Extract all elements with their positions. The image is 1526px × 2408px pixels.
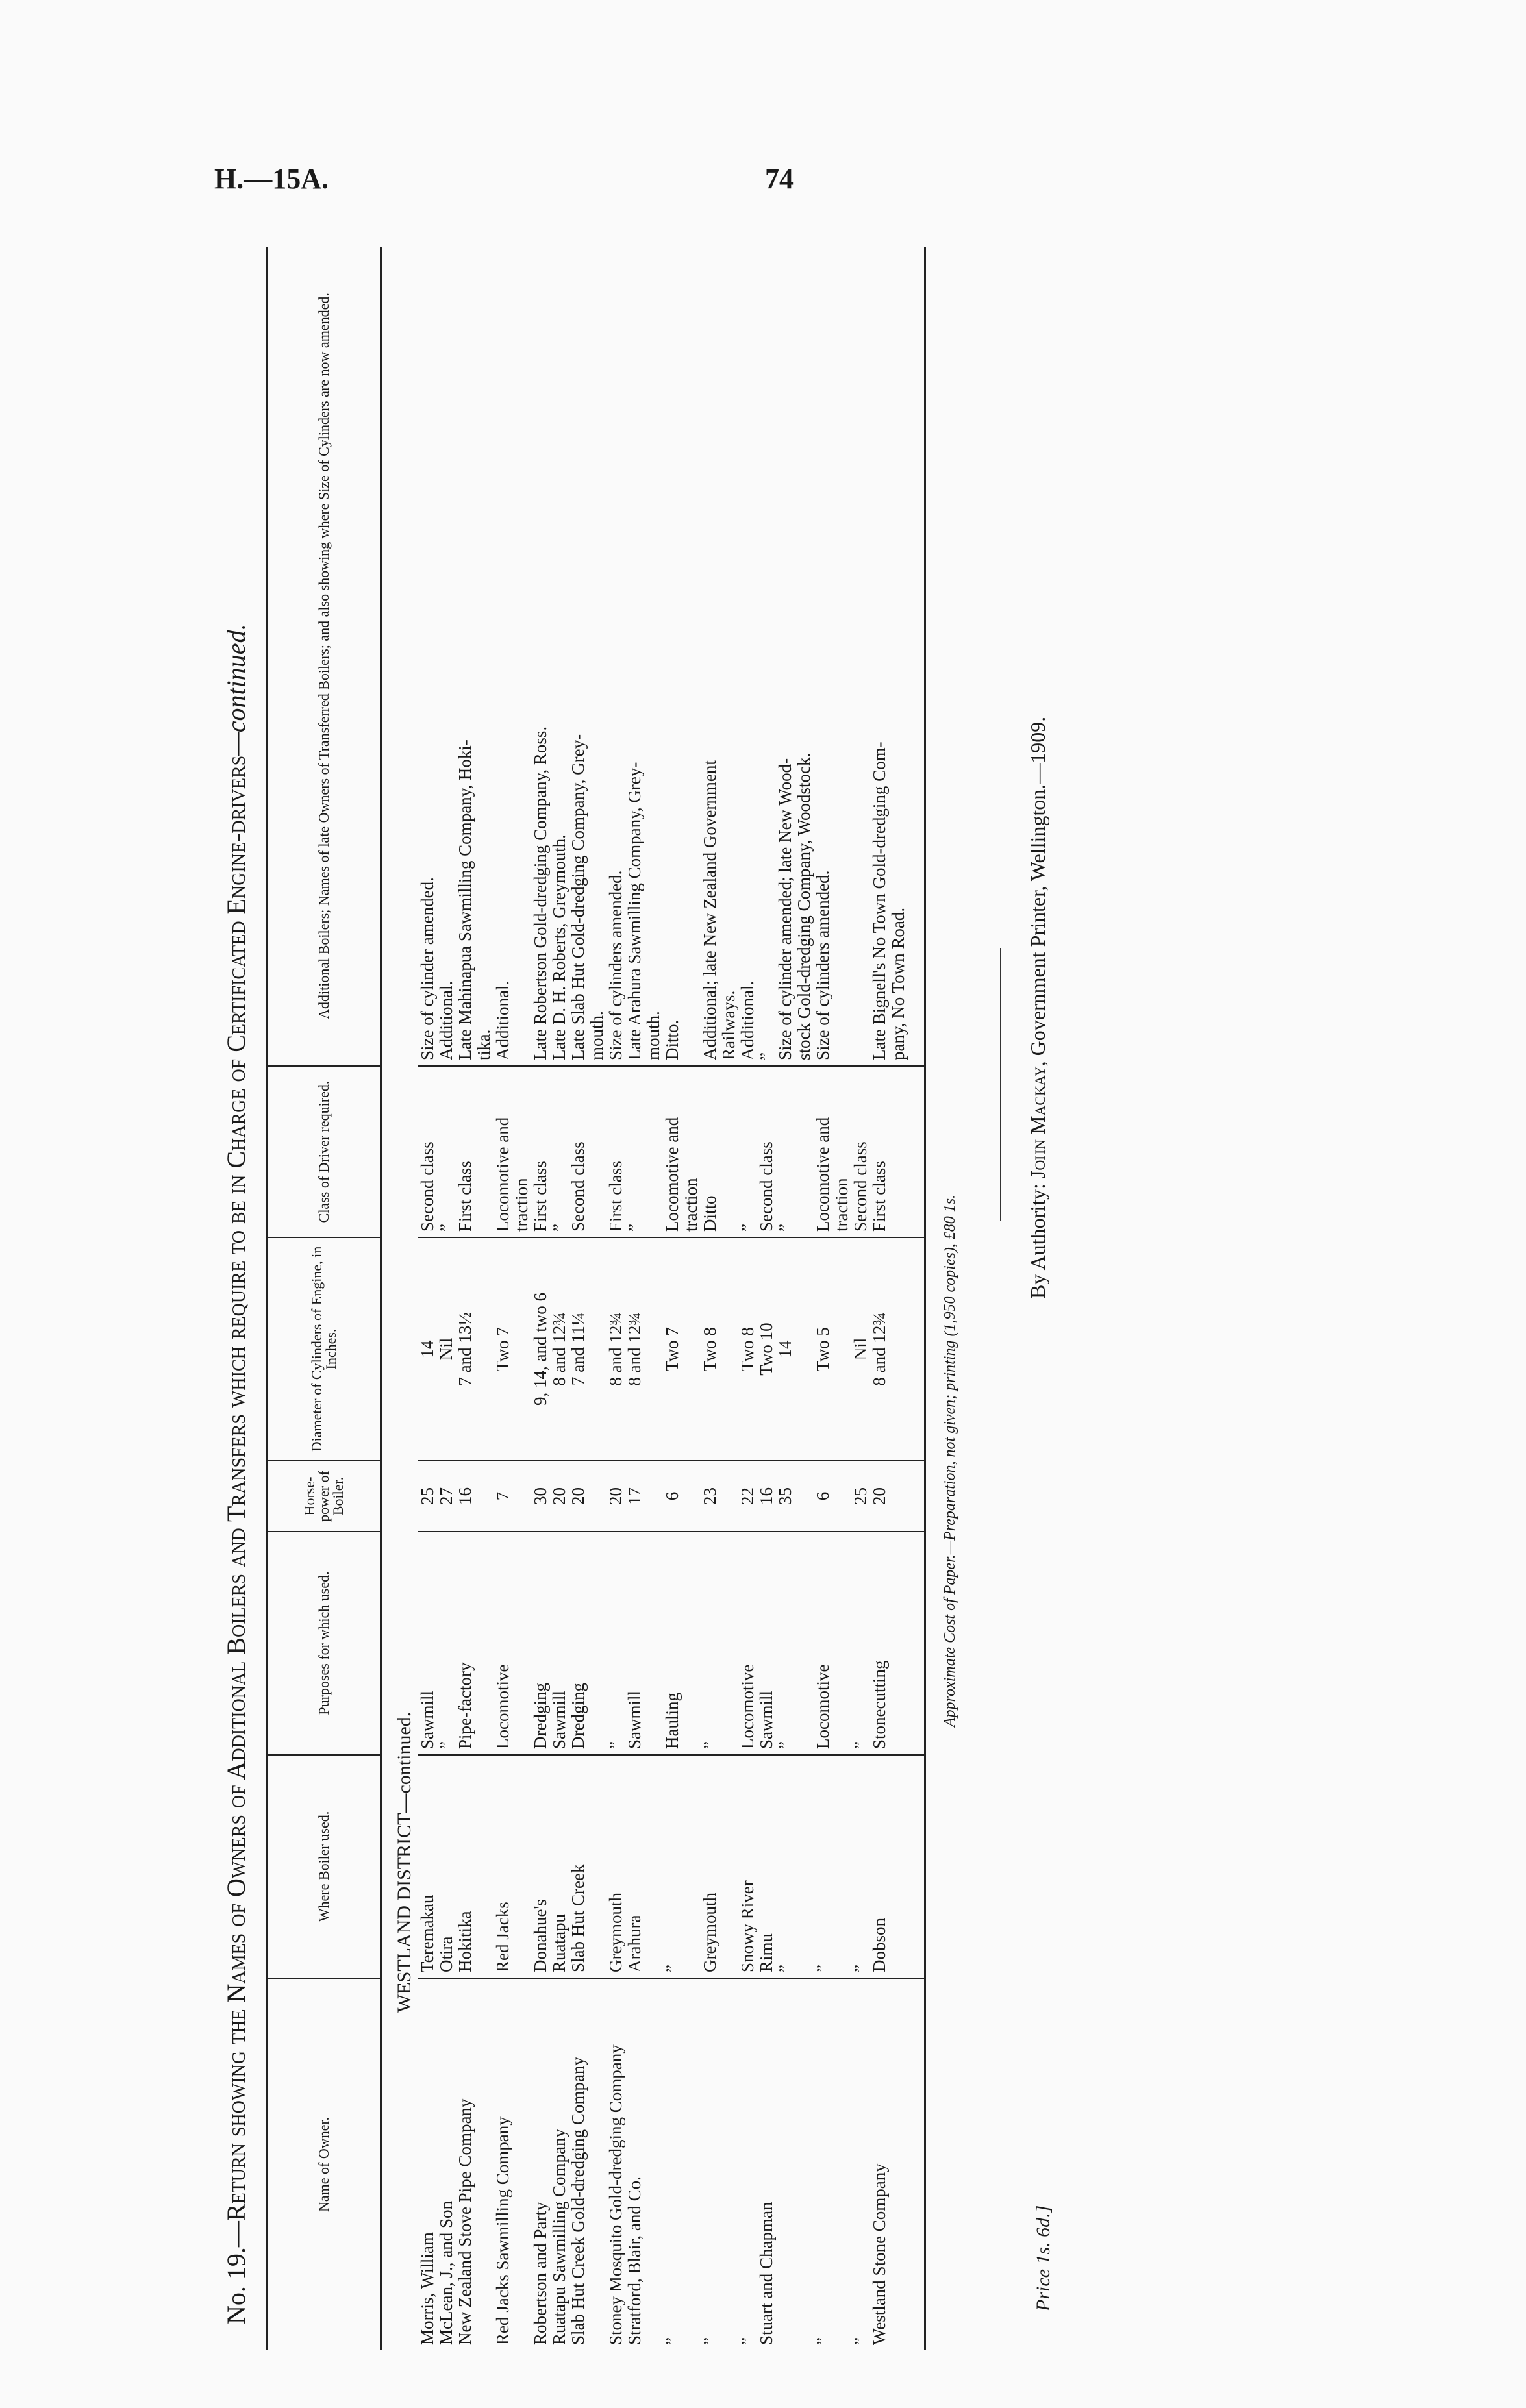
cell-notes: Late Arahura Sawmilling Company, Grey- (625, 247, 644, 1066)
cell-driver: Second class (851, 1066, 870, 1237)
cell-hp (832, 1461, 851, 1532)
col-driver: Class of Driver required. (268, 1066, 381, 1237)
cell-owner: Westland Stone Company (869, 2163, 889, 2345)
cell-owner (832, 1978, 851, 2350)
cell-owner: Slab Hut Creek Gold-dredging Company (568, 2057, 588, 2345)
cell-hp (719, 1461, 738, 1532)
cell-notes: Size of cylinders amended. (607, 247, 625, 1066)
cell-purpose: Sawmill (418, 1532, 437, 1755)
cell-hp: 20 (569, 1461, 588, 1532)
cell-hp (588, 1461, 607, 1532)
cell-owner (475, 1978, 494, 2350)
cell-purpose: ” (437, 1532, 456, 1755)
cell-hp (889, 1461, 925, 1532)
cell-driver: First class (870, 1066, 889, 1237)
cell-hp: 16 (456, 1461, 475, 1532)
cost-footnote: Approximate Cost of Paper.—Preparation, not given; printing (1,950 copies), £80 1s. (942, 1194, 958, 1727)
cell-diameter: 7 and 13½ (456, 1237, 475, 1461)
cell-diameter (682, 1237, 701, 1461)
cell-where: ” (851, 1755, 870, 1978)
cell-driver (719, 1066, 738, 1237)
cell-notes: ” (757, 247, 776, 1066)
cell-where: Slab Hut Creek (569, 1755, 588, 1978)
divider (1000, 948, 1001, 1221)
cell-diameter: Two 8 (738, 1237, 757, 1461)
table-row (418, 247, 437, 2350)
col-where: Where Boiler used. (268, 1755, 381, 1978)
cell-hp: 17 (625, 1461, 644, 1532)
cell-owner: ” (851, 2337, 870, 2345)
title-suffix: —continued. (221, 623, 251, 756)
cell-where (889, 1755, 925, 1978)
boilers-table (266, 247, 926, 2350)
cell-driver: ” (625, 1066, 644, 1237)
cell-driver: Locomotive and (663, 1066, 682, 1237)
cell-owner (512, 1978, 531, 2350)
cell-owner: Ruatapu Sawmilling Company (549, 2129, 569, 2345)
cell-driver: ” (738, 1066, 757, 1237)
cell-where (682, 1755, 701, 1978)
cell-owner: Stoney Mosquito Gold-dredging Company (606, 2044, 625, 2345)
cell-purpose: Locomotive (494, 1532, 512, 1755)
cell-owner: ” (662, 2337, 682, 2345)
cell-where: Red Jacks (494, 1755, 512, 1978)
table-row (456, 247, 475, 2350)
cell-notes: Late D. H. Roberts, Greymouth. (550, 247, 569, 1066)
cell-hp (512, 1461, 531, 1532)
cell-diameter: 7 and 11¼ (569, 1237, 588, 1461)
district-row (381, 247, 419, 2350)
page-code: H.—15A. (214, 163, 329, 195)
cell-diameter: 8 and 12¾ (550, 1237, 569, 1461)
cell-purpose (889, 1532, 925, 1755)
cell-hp: 27 (437, 1461, 456, 1532)
cell-driver: traction (512, 1066, 531, 1237)
cell-diameter: 8 and 12¾ (625, 1237, 644, 1461)
cell-hp (644, 1461, 663, 1532)
cell-owner: McLean, J., and Son (436, 2201, 456, 2345)
table-row (569, 247, 588, 2350)
cell-driver (588, 1066, 607, 1237)
cell-owner: Robertson and Party (531, 2202, 550, 2345)
cell-notes: mouth. (644, 247, 663, 1066)
col-notes: Additional Boilers; Names of late Owners of Transferred Boilers; and also showing where Size of Cylinders are now amended. (268, 247, 381, 1066)
cell-purpose: Pipe-factory (456, 1532, 475, 1755)
col-hp: Horse-power of Boiler. (268, 1461, 381, 1532)
cell-purpose (682, 1532, 701, 1755)
cell-diameter: Nil (437, 1237, 456, 1461)
cell-owner: ” (813, 2337, 832, 2345)
cell-driver: First class (531, 1066, 550, 1237)
cell-where: ” (814, 1755, 832, 1978)
cell-where: Greymouth (701, 1755, 719, 1978)
cell-diameter (512, 1237, 531, 1461)
cell-where: Rimu (757, 1755, 776, 1978)
cell-purpose (588, 1532, 607, 1755)
district-label: WESTLAND DISTRICT—continued. (394, 1711, 415, 2013)
cell-driver (475, 1066, 494, 1237)
cell-notes: Size of cylinders amended. (814, 247, 832, 1066)
cell-where: Ruatapu (550, 1755, 569, 1978)
cell-hp: 6 (814, 1461, 832, 1532)
table-row (832, 247, 851, 2350)
cell-purpose: Dredging (569, 1532, 588, 1755)
cell-diameter: Two 10 (757, 1237, 776, 1461)
cell-owner: Stuart and Chapman (757, 2202, 776, 2345)
cell-purpose: Locomotive (738, 1532, 757, 1755)
cell-diameter (832, 1237, 851, 1461)
cell-owner (644, 1978, 663, 2350)
cell-owner (795, 1978, 814, 2350)
cell-notes: mouth. (588, 247, 607, 1066)
table-row (494, 247, 512, 2350)
cell-purpose: ” (607, 1532, 625, 1755)
cell-diameter: 14 (776, 1237, 795, 1461)
table-row (795, 247, 814, 2350)
cell-hp: 25 (851, 1461, 870, 1532)
table-row (644, 247, 663, 2350)
table-row (550, 247, 569, 2350)
cell-purpose (512, 1532, 531, 1755)
cell-driver: traction (682, 1066, 701, 1237)
cell-notes (682, 247, 701, 1066)
cell-owner (682, 1978, 701, 2350)
cell-hp: 22 (738, 1461, 757, 1532)
cell-notes: stock Gold-dredging Company, Woodstock. (795, 247, 814, 1066)
cell-diameter: 14 (418, 1237, 437, 1461)
col-owner: Name of Owner. (268, 1978, 381, 2350)
cell-driver: traction (832, 1066, 851, 1237)
cell-notes: Size of cylinder amended. (418, 247, 437, 1066)
cell-owner: ” (700, 2337, 719, 2345)
cell-driver: Second class (569, 1066, 588, 1237)
table-row (701, 247, 719, 2350)
cell-diameter (588, 1237, 607, 1461)
cell-notes: Late Robertson Gold-dredging Company, Ross. (531, 247, 550, 1066)
cell-driver: Locomotive and (494, 1066, 512, 1237)
cell-driver: ” (550, 1066, 569, 1237)
header-row (268, 247, 381, 2350)
cell-purpose: Sawmill (757, 1532, 776, 1755)
cell-hp: 25 (418, 1461, 437, 1532)
table-row (814, 247, 832, 2350)
cell-driver (795, 1066, 814, 1237)
cell-driver: ” (776, 1066, 795, 1237)
title-lead: No. 19.— (221, 2221, 251, 2324)
cell-driver (889, 1066, 925, 1237)
cell-diameter: Nil (851, 1237, 870, 1461)
cell-where: Greymouth (607, 1755, 625, 1978)
cell-notes: Size of cylinder amended; late New Wood- (776, 247, 795, 1066)
cell-notes: pany, No Town Road. (889, 247, 925, 1066)
cell-where: Otira (437, 1755, 456, 1978)
cell-hp: 6 (663, 1461, 682, 1532)
cell-diameter: 9, 14, and two 6 (531, 1237, 550, 1461)
table-row (851, 247, 870, 2350)
cell-hp: 35 (776, 1461, 795, 1532)
cell-purpose: ” (851, 1532, 870, 1755)
authority-lead: By Authority: (1026, 1178, 1049, 1298)
cell-hp: 20 (550, 1461, 569, 1532)
cell-driver: Second class (757, 1066, 776, 1237)
cell-where (719, 1755, 738, 1978)
cell-hp: 20 (870, 1461, 889, 1532)
cell-hp (682, 1461, 701, 1532)
cell-owner: Red Jacks Sawmilling Company (493, 2116, 512, 2345)
table-row (531, 247, 550, 2350)
cell-notes (832, 247, 851, 1066)
cell-notes: Late Slab Hut Gold-dredging Company, Grey- (569, 247, 588, 1066)
cell-purpose (475, 1532, 494, 1755)
cell-notes (512, 247, 531, 1066)
cell-hp (475, 1461, 494, 1532)
cell-where (588, 1755, 607, 1978)
page-number: 74 (765, 163, 794, 195)
cell-where (832, 1755, 851, 1978)
table-row (889, 247, 925, 2350)
cell-driver: Locomotive and (814, 1066, 832, 1237)
cell-notes: tika. (475, 247, 494, 1066)
cell-diameter (795, 1237, 814, 1461)
cell-notes: Late Mahinapua Sawmilling Company, Hoki- (456, 247, 475, 1066)
table-row (719, 247, 738, 2350)
cell-diameter (889, 1237, 925, 1461)
cell-where: Arahura (625, 1755, 644, 1978)
price: Price 1s. 6d.] (1032, 2205, 1054, 2311)
table-row (738, 247, 757, 2350)
cell-notes: Late Bignell's No Town Gold-dredging Com- (870, 247, 889, 1066)
cell-diameter: 8 and 12¾ (870, 1237, 889, 1461)
cell-notes: Additional. (437, 247, 456, 1066)
cell-diameter: Two 7 (663, 1237, 682, 1461)
cell-diameter: Two 7 (494, 1237, 512, 1461)
title-text: Return showing the Names of Owners of Additional Boilers and Transfers which require to be in Charge of Certificated Engine-drivers (221, 755, 251, 2222)
table-row (757, 247, 776, 2350)
table-row (776, 247, 795, 2350)
cell-hp (795, 1461, 814, 1532)
cell-purpose: Locomotive (814, 1532, 832, 1755)
cell-purpose (644, 1532, 663, 1755)
col-purpose: Purposes for which used. (268, 1532, 381, 1755)
cell-hp: 7 (494, 1461, 512, 1532)
cell-hp: 20 (607, 1461, 625, 1532)
cell-where (475, 1755, 494, 1978)
table-row (607, 247, 625, 2350)
cell-where: ” (663, 1755, 682, 1978)
cell-hp: 16 (757, 1461, 776, 1532)
cell-diameter: Two 8 (701, 1237, 719, 1461)
cell-notes: Additional; late New Zealand Government (701, 247, 719, 1066)
table-row (663, 247, 682, 2350)
cell-diameter (719, 1237, 738, 1461)
cell-owner (588, 1978, 607, 2350)
cell-where: Dobson (870, 1755, 889, 1978)
cell-owner: Morris, William (418, 2232, 437, 2345)
cell-purpose: Hauling (663, 1532, 682, 1755)
cell-purpose: ” (776, 1532, 795, 1755)
cell-purpose: ” (701, 1532, 719, 1755)
authority-name: John Mackay (1026, 1066, 1049, 1179)
cell-driver (644, 1066, 663, 1237)
authority-rest: , Government Printer, Wellington.—1909. (1026, 716, 1049, 1067)
cell-purpose: Stonecutting (870, 1532, 889, 1755)
cell-diameter: Two 5 (814, 1237, 832, 1461)
cell-purpose: Sawmill (550, 1532, 569, 1755)
cell-where (512, 1755, 531, 1978)
cell-where (795, 1755, 814, 1978)
col-diameter: Diameter of Cylinders of Engine, in Inches. (268, 1237, 381, 1461)
cell-notes: Additional. (494, 247, 512, 1066)
cell-driver: Second class (418, 1066, 437, 1237)
cell-owner (776, 1978, 795, 2350)
cell-where (644, 1755, 663, 1978)
table-row (475, 247, 494, 2350)
cell-driver: Ditto (701, 1066, 719, 1237)
cell-diameter: 8 and 12¾ (607, 1237, 625, 1461)
cell-owner (889, 1978, 925, 2350)
table-row (437, 247, 456, 2350)
cell-owner: ” (738, 2337, 757, 2345)
cell-notes: Ditto. (663, 247, 682, 1066)
table-row (588, 247, 607, 2350)
cell-purpose: Dredging (531, 1532, 550, 1755)
cell-hp: 30 (531, 1461, 550, 1532)
cell-owner: Stratford, Blair, and Co. (625, 2176, 644, 2345)
cell-driver: First class (607, 1066, 625, 1237)
cell-purpose: Sawmill (625, 1532, 644, 1755)
table-row (512, 247, 531, 2350)
cell-purpose (832, 1532, 851, 1755)
cell-notes: Additional. (738, 247, 757, 1066)
table-row (870, 247, 889, 2350)
cell-driver: ” (437, 1066, 456, 1237)
cell-diameter (644, 1237, 663, 1461)
table-title (221, 247, 251, 2324)
cell-purpose (795, 1532, 814, 1755)
cell-notes: Railways. (719, 247, 738, 1066)
cell-where: Donahue's (531, 1755, 550, 1978)
cell-owner: New Zealand Stove Pipe Company (455, 2098, 475, 2345)
cell-hp: 23 (701, 1461, 719, 1532)
rotated-content (221, 234, 1052, 2350)
table-row (625, 247, 644, 2350)
cell-owner (719, 1978, 738, 2350)
cell-diameter (475, 1237, 494, 1461)
cell-where: ” (776, 1755, 795, 1978)
cell-where: Hokitika (456, 1755, 475, 1978)
table-row (682, 247, 701, 2350)
printer-authority (1026, 717, 1050, 1298)
cell-where: Snowy River (738, 1755, 757, 1978)
cell-purpose (719, 1532, 738, 1755)
cell-notes (851, 247, 870, 1066)
cell-driver: First class (456, 1066, 475, 1237)
cell-where: Teremakau (418, 1755, 437, 1978)
